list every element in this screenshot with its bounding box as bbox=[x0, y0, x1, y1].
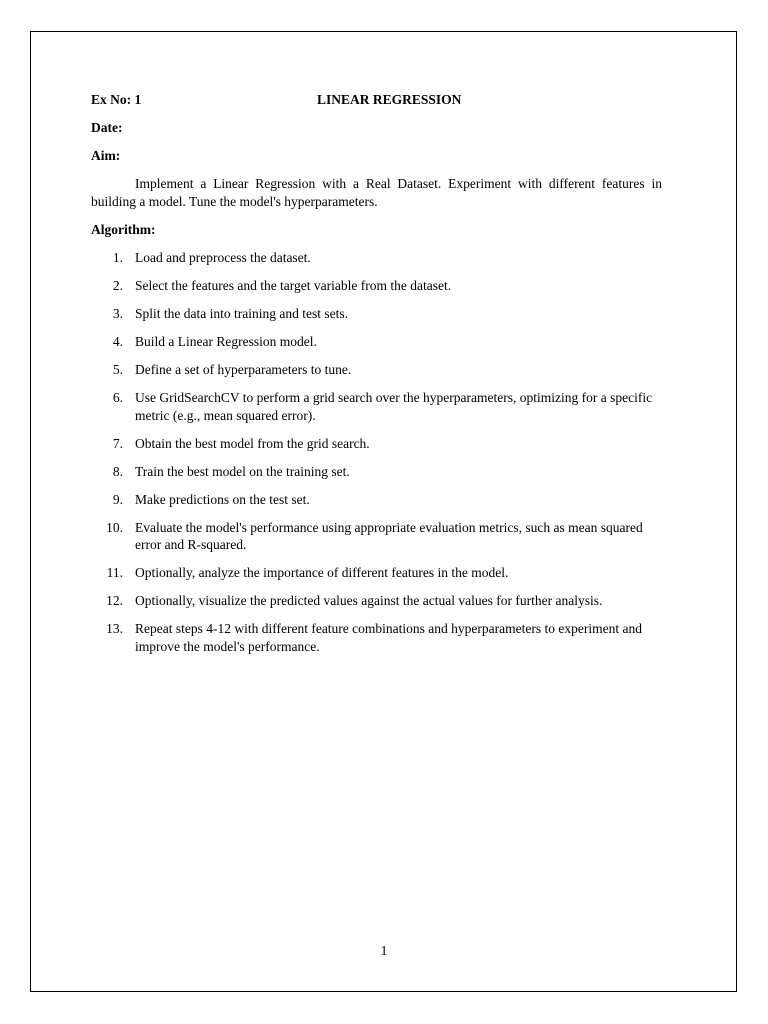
aim-text: Implement a Linear Regression with a Real Dataset. Experiment with different features in building a model. Tune the model's hyperparameters. bbox=[91, 176, 662, 209]
step-text: Build a Linear Regression model. bbox=[135, 334, 317, 349]
step-number: 8. bbox=[112, 463, 123, 479]
document-title: LINEAR REGRESSION bbox=[317, 92, 462, 107]
step-number: 13. bbox=[106, 621, 123, 636]
step-number: 10. bbox=[106, 519, 123, 535]
exercise-number: Ex No: 1 bbox=[91, 92, 142, 107]
step-text: Define a set of hyperparameters to tune. bbox=[135, 362, 352, 377]
step-number: 7. bbox=[112, 435, 123, 451]
step-number: 1. bbox=[112, 250, 123, 265]
step-text: Optionally, analyze the importance of different features in the model. bbox=[135, 565, 509, 580]
algorithm-step bbox=[91, 305, 662, 323]
step-text: Train the best model on the training set. bbox=[135, 463, 350, 479]
step-text: Optionally, visualize the predicted values against the actual values for further analysis. bbox=[135, 593, 603, 608]
algorithm-step bbox=[91, 463, 662, 481]
algorithm-step bbox=[91, 435, 662, 453]
algorithm-step bbox=[91, 491, 662, 509]
algorithm-label: Algorithm: bbox=[91, 222, 156, 237]
algorithm-steps bbox=[91, 249, 662, 666]
algorithm-step bbox=[91, 389, 662, 424]
step-number: 4. bbox=[112, 334, 123, 349]
algorithm-step bbox=[91, 361, 662, 379]
step-text: Make predictions on the test set. bbox=[135, 491, 310, 507]
step-number: 2. bbox=[112, 278, 123, 293]
aim-label: Aim: bbox=[91, 148, 121, 163]
algorithm-step bbox=[91, 564, 662, 582]
step-number: 5. bbox=[112, 362, 123, 377]
algorithm-step bbox=[91, 519, 662, 554]
page-number: 1 bbox=[380, 943, 388, 958]
algorithm-step bbox=[91, 620, 662, 655]
algorithm-step bbox=[91, 592, 662, 610]
step-number: 11. bbox=[106, 565, 123, 580]
step-text: Obtain the best model from the grid search. bbox=[135, 435, 370, 451]
date-label: Date: bbox=[91, 120, 123, 135]
step-text: Load and preprocess the dataset. bbox=[135, 250, 311, 265]
algorithm-step bbox=[91, 277, 662, 295]
algorithm-step bbox=[91, 249, 662, 267]
step-number: 6. bbox=[112, 390, 123, 405]
step-number: 9. bbox=[112, 491, 123, 507]
step-text: Use GridSearchCV to perform a grid search over the hyperparameters, optimizing for a specific metric (e.g., mean squared error). bbox=[135, 390, 653, 423]
step-number: 3. bbox=[112, 306, 123, 321]
step-text: Repeat steps 4-12 with different feature combinations and hyperparameters to experiment and improve the model's performance. bbox=[135, 621, 642, 654]
step-text: Evaluate the model's performance using appropriate evaluation metrics, such as mean squared error and R-squared. bbox=[135, 519, 643, 552]
step-text: Split the data into training and test sets. bbox=[135, 306, 348, 321]
header-row bbox=[91, 92, 663, 110]
step-number: 12. bbox=[106, 593, 123, 608]
algorithm-step bbox=[91, 333, 662, 351]
step-text: Select the features and the target variable from the dataset. bbox=[135, 278, 452, 293]
